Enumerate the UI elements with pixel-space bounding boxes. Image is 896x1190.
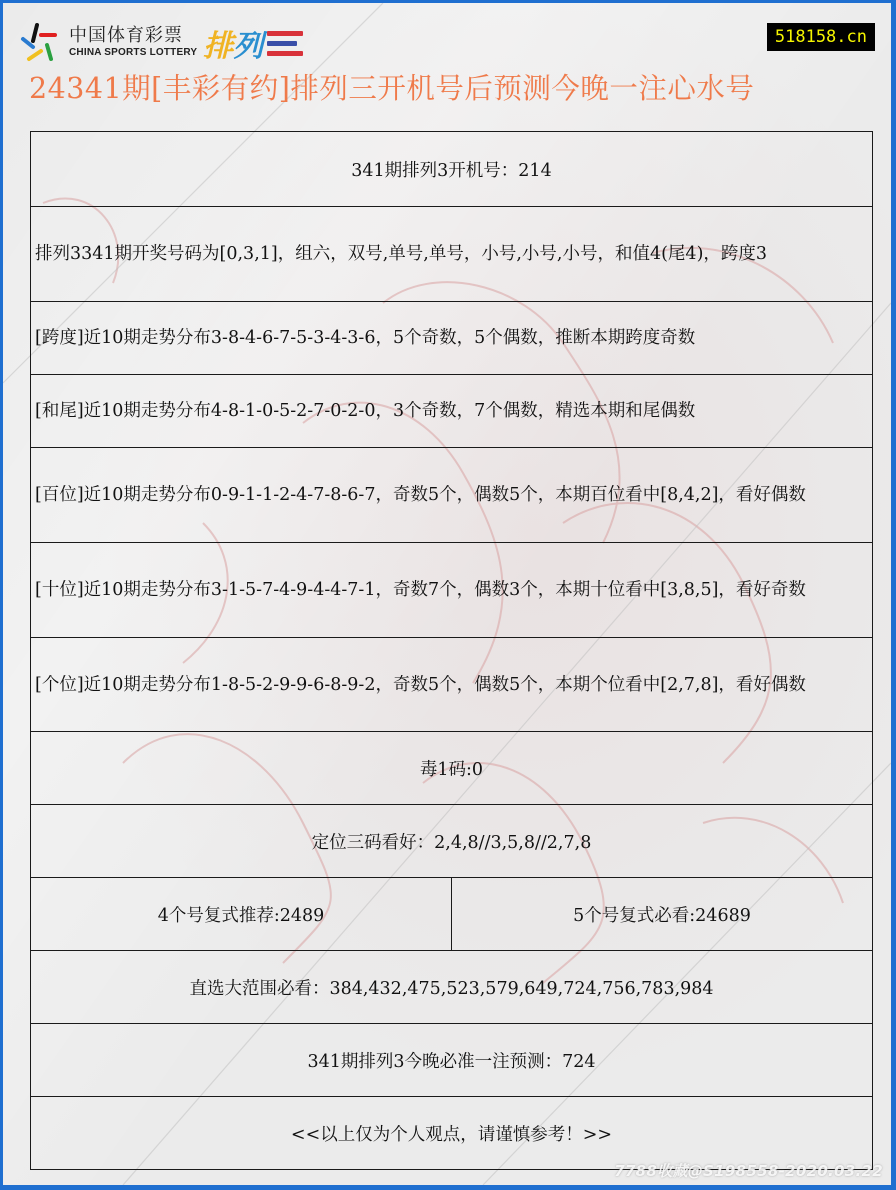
pailie3-char-1: 排 (203, 29, 234, 64)
table-row (31, 1097, 872, 1169)
china-sports-lottery-logo (19, 21, 305, 65)
logo-chinese-name: 中国体育彩票 (69, 25, 183, 46)
table-row (31, 878, 872, 951)
watermark: 7788收藏@S198558-2020.03.22 (614, 1162, 883, 1180)
table-row (31, 302, 872, 375)
table-cell: [十位]近10期走势分布3-1-5-7-4-9-4-4-7-1，奇数7个，偶数3个，本期十位看中[3,8,5]，看好奇数 (35, 580, 806, 600)
lottery-star-icon (19, 21, 63, 65)
logo-text (69, 26, 197, 60)
page-title: 24341期[丰彩有约]排列三开机号后预测今晚一注心水号 (29, 72, 755, 105)
table-cell: 排列3341期开奖号码为[0,3,1]，组六，双号,单号,单号，小号,小号,小号，和值4(尾4)，跨度3 (35, 244, 768, 264)
table-row (31, 1024, 872, 1097)
pailie3-char-2: 列 (233, 29, 264, 64)
three-stripes-icon (267, 28, 305, 58)
page-frame (3, 3, 891, 1185)
table-row (31, 132, 872, 207)
table-row (31, 805, 872, 878)
table-cell: 直选大范围必看：384,432,475,523,579,649,724,756,783,984 (189, 978, 714, 999)
table-row (31, 638, 872, 732)
table-cell: 341期排列3今晚必准一注预测：724 (307, 1051, 596, 1072)
logo-english-name: CHINA SPORTS LOTTERY (69, 47, 198, 58)
table-cell: 定位三码看好：2,4,8//3,5,8//2,7,8 (311, 832, 592, 853)
table-row (31, 543, 872, 638)
table-cell: <<以上仅为个人观点，请谨慎参考！>> (290, 1124, 613, 1145)
table-row (31, 207, 872, 302)
table-cell: [百位]近10期走势分布0-9-1-1-2-4-7-8-6-7，奇数5个，偶数5个，本期百位看中[8,4,2]，看好偶数 (35, 485, 806, 505)
table-cell: [和尾]近10期走势分布4-8-1-0-5-2-7-0-2-0，3个奇数，7个偶数，精选本期和尾偶数 (35, 401, 696, 421)
table-row (31, 732, 872, 805)
table-row (31, 375, 872, 448)
table-row (31, 951, 872, 1024)
table-cell: 341期排列3开机号：214 (351, 160, 552, 181)
table-cell: 4个号复式推荐:2489 (157, 905, 325, 926)
table-cell: 5个号复式必看:24689 (451, 878, 872, 950)
site-badge[interactable]: 518158.cn (767, 23, 875, 51)
table-cell: [个位]近10期走势分布1-8-5-2-9-9-6-8-9-2，奇数5个，偶数5个，本期个位看中[2,7,8]，看好偶数 (35, 674, 806, 695)
table-cell: 毒1码:0 (419, 759, 484, 780)
prediction-table (30, 131, 873, 1170)
table-cell: [跨度]近10期走势分布3-8-4-6-7-5-3-4-3-6，5个奇数，5个偶数，推断本期跨度奇数 (35, 328, 696, 348)
pailie3-logo (203, 21, 305, 65)
header (3, 3, 891, 123)
table-row (31, 448, 872, 543)
